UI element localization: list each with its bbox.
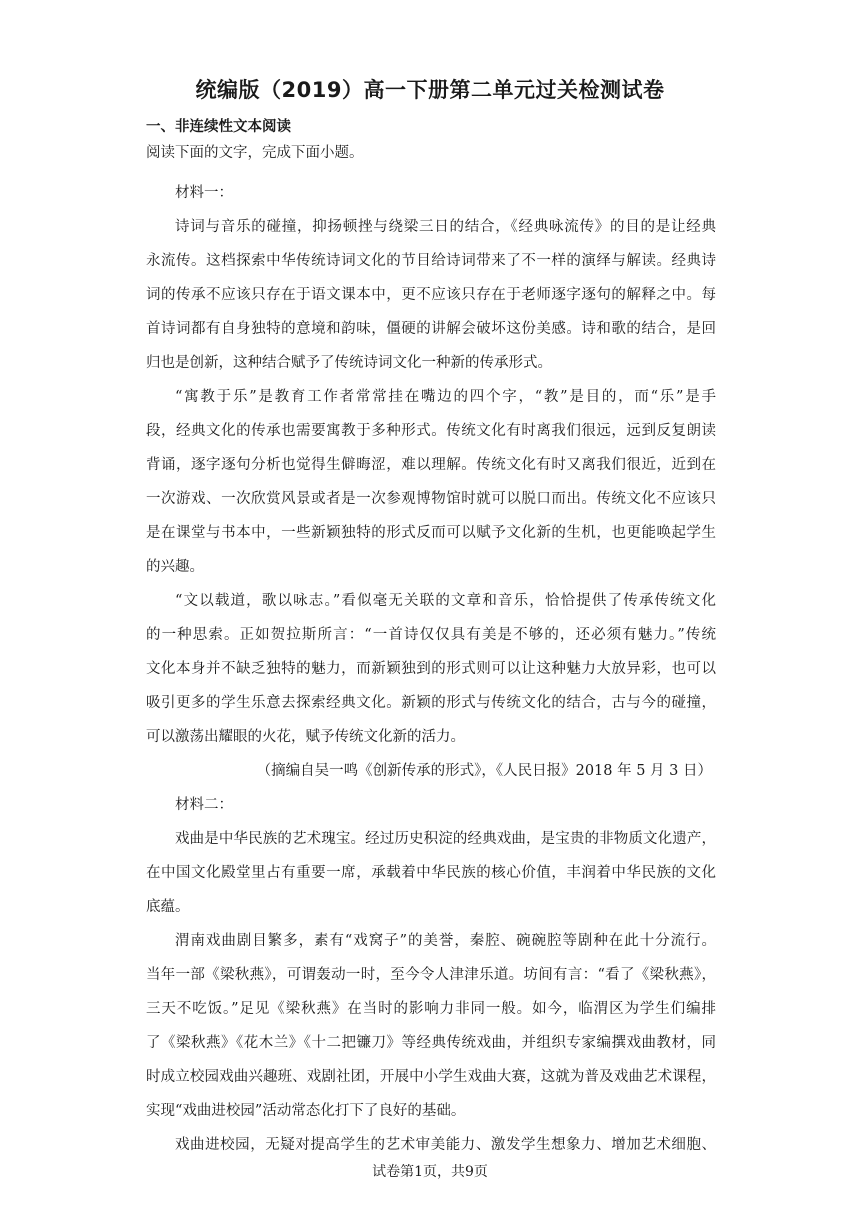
text-line: 一次游戏、一次欣赏风景或者是一次参观博物馆时就可以脱口而出。传统文化不应该只 [146,491,716,507]
text-line: 背诵，逐字逐句分析也觉得生僻晦涩，难以理解。传统文化有时又离我们很近，近到在 [146,457,716,473]
text-line: 永流传。这档探索中华传统诗词文化的节目给诗词带来了不一样的演绎与解读。经典诗 [146,253,716,269]
text-line: 诗词与音乐的碰撞，抑扬顿挫与绕梁三日的结合，《经典咏流传》的目的是让经典 [175,219,716,235]
source-citation: （摘编自吴一鸣《创新传承的形式》，《人民日报》2018 年 5 月 3 日） [256,763,712,779]
text-line: 吸引更多的学生乐意去探索经典文化。新颖的形式与传统文化的结合，古与今的碰撞， [146,695,716,711]
reading-passage [146,176,716,1162]
page-title: 统编版（2019）高一下册第二单元过关检测试卷 [195,78,665,102]
text-line: 戏曲是中华民族的艺术瑰宝。经过历史积淀的经典戏曲，是宝贵的非物质文化遗产， [175,831,716,847]
text-line: 时成立校园戏曲兴趣班、戏剧社团，开展中小学生戏曲大赛，这就为普及戏曲艺术课程， [146,1069,716,1085]
material-two-label: 材料二： [175,797,233,813]
text-line: 词的传承不应该只存在于语文课本中，更不应该只存在于老师逐字逐句的解释之中。每 [146,287,716,303]
text-line: 三天不吃饭。”足见《梁秋燕》在当时的影响力非同一般。如今，临渭区为学生们编排 [146,1001,716,1017]
text-line: 当年一部《梁秋燕》，可谓轰动一时，至今令人津津乐道。坊间有言：“看了《梁秋燕》， [146,967,716,983]
text-line: 文化本身并不缺乏独特的魅力，而新颖独到的形式则可以让这种魅力大放异彩，也可以 [146,661,716,677]
text-line: 段，经典文化的传承也需要寓教于多种形式。传统文化有时离我们很远，远到反复朗读 [146,423,716,439]
text-line: 的兴趣。 [146,559,204,575]
text-line: 在中国文化殿堂里占有重要一席，承载着中华民族的核心价值，丰润着中华民族的文化 [146,865,716,881]
text-line: 首诗词都有自身独特的意境和韵味，僵硬的讲解会破坏这份美感。诗和歌的结合，是回 [146,321,716,337]
text-line: 是在课堂与书本中，一些新颖独特的形式反而可以赋予文化新的生机，也更能唤起学生 [146,525,716,541]
material-one-label: 材料一： [175,185,233,201]
paragraph [146,210,716,380]
text-line: 的一种思索。正如贺拉斯所言：“一首诗仅仅具有美是不够的，还必须有魅力。”传统 [146,627,716,643]
text-line: “文以载道，歌以咏志。”看似毫无关联的文章和音乐，恰恰提供了传承传统文化 [175,593,716,609]
text-line: 戏曲进校园，无疑对提高学生的艺术审美能力、激发学生想象力、增加艺术细胞、 [175,1137,716,1153]
text-line: 可以激荡出耀眼的火花，赋予传统文化新的活力。 [146,729,465,745]
section-heading: 一、非连续性文本阅读 [146,119,291,135]
paragraph [146,380,716,584]
text-line: 归也是创新，这种结合赋予了传统诗词文化一种新的传承形式。 [146,355,552,371]
paragraph [146,1128,716,1162]
text-line: 底蕴。 [146,899,190,915]
text-line: 实现“戏曲进校园”活动常态化打下了良好的基础。 [146,1103,466,1119]
page-footer: 试卷第1页，共9页 [372,1164,488,1180]
instruction-text: 阅读下面的文字，完成下面小题。 [146,145,364,161]
text-line: 了《梁秋燕》《花木兰》《十二把镰刀》等经典传统戏曲，并组织专家编撰戏曲教材，同 [146,1035,716,1051]
paragraph [146,584,716,754]
paragraph [146,822,716,924]
text-line: “寓教于乐”是教育工作者常常挂在嘴边的四个字，“教”是目的，而“乐”是手 [175,389,716,405]
paragraph [146,924,716,1128]
text-line: 渭南戏曲剧目繁多，素有“戏窝子”的美誉，秦腔、碗碗腔等剧种在此十分流行。 [175,933,716,949]
